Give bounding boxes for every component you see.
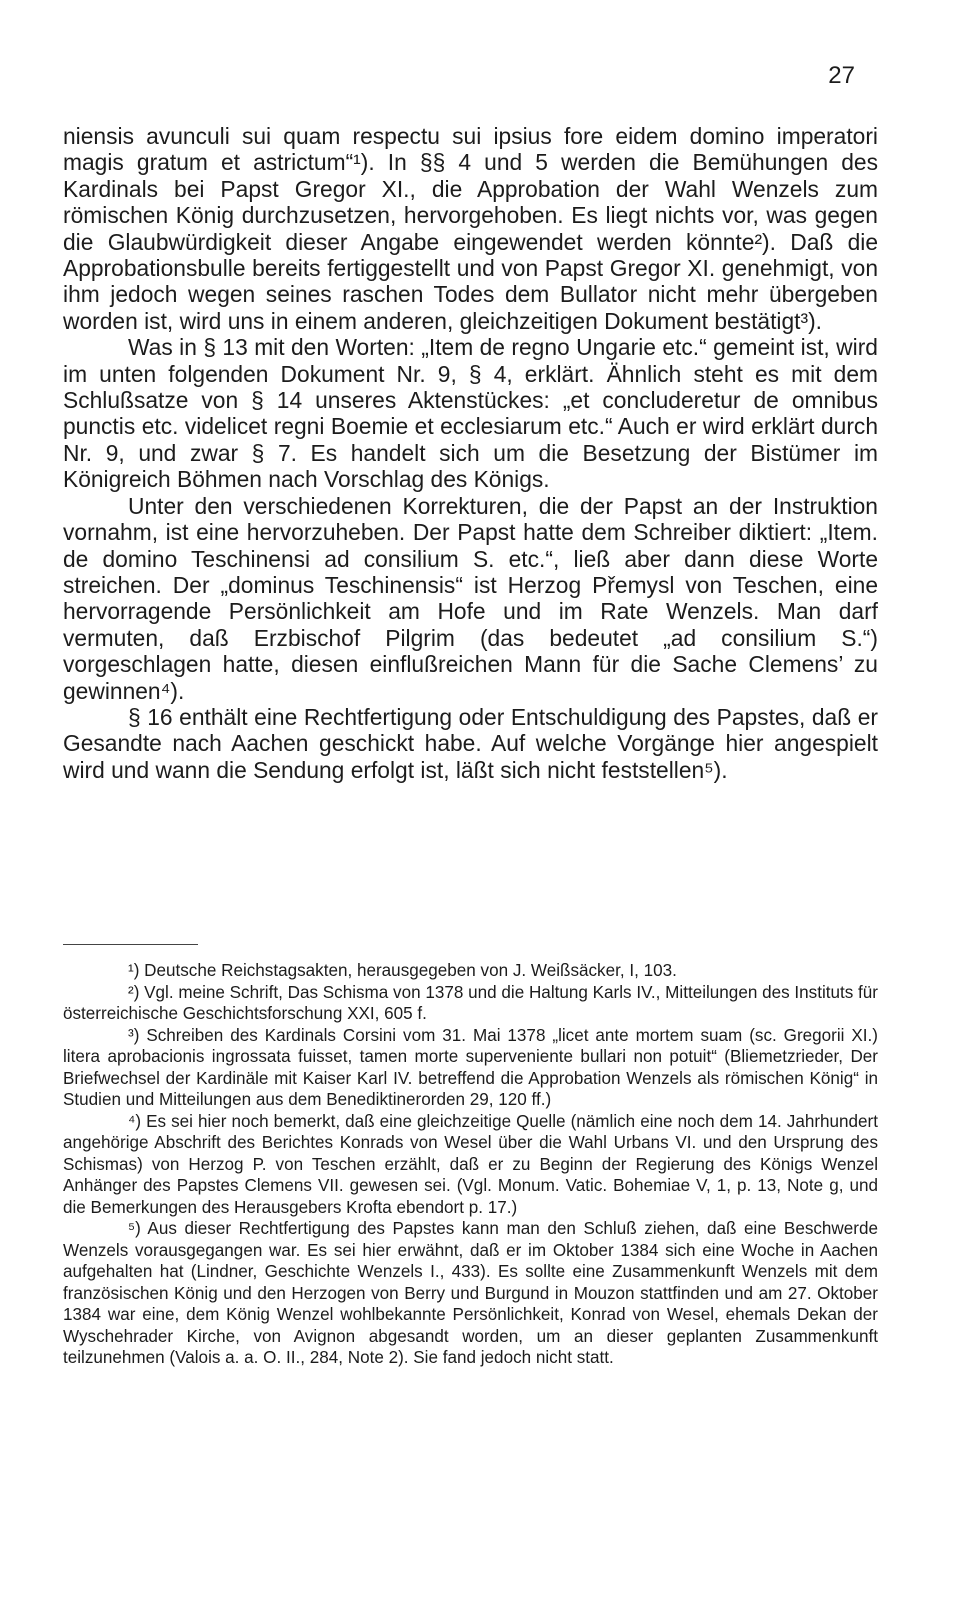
- footnote-1: ¹) Deutsche Reichstagsakten, herausgegeben von J. Weißsäcker, I, 103.: [128, 961, 677, 980]
- footnote-5: ⁵) Aus dieser Rechtfertigung des Papstes kann man den Schluß ziehen, daß eine Beschwerde Wenzels vorausgegangen war. Es sei hier erwähnt, daß er im Oktober 1384 sich eine Woche in Aachen aufgehalten hat (Lindner, Geschichte Wenzels I., 433). Es sollte eine Zusammenkunft Wenzels mit dem französischen König und den Herzogen von Berry und Burgund in Mouzon stattfinden und am 27. Oktober 1384 war eine, dem König Wenzel wohlbekannte Persönlichkeit, Konrad von Wesel, ehemals Dekan der Wyschehrader Kirche, von Avignon abgesandt worden, um an dieser geplanten Zusammenkunft teilzunehmen (Valois a. a. O. II., 284, Note 2). Sie fand jedoch nicht statt.: [63, 1219, 878, 1367]
- footnote-3: ³) Schreiben des Kardinals Corsini vom 31. Mai 1378 „licet ante mortem suam (sc. Gregorii XI.) litera aprobacionis ingrossata fuisset, tamen morte superveniente bullari non potuit“ (Bliemetzrieder, Der Briefwechsel der Kardinäle mit Kaiser Karl IV. betreffend die Approbation Wenzels als römischen König“ in Studien und Mitteilungen aus dem Benediktinerorden 29, 120 ff.): [63, 1025, 878, 1109]
- paragraph-4: § 16 enthält eine Rechtfertigung oder Entschuldigung des Papstes, daß er Gesandte nach Aachen geschickt habe. Auf welche Vorgänge hier angespielt wird und wann die Sendung erfolgt ist, läßt sich nicht feststellen⁵).: [63, 703, 878, 783]
- footnote-4: ⁴) Es sei hier noch bemerkt, daß eine gleichzeitige Quelle (nämlich eine noch dem 14. Jahrhundert angehörige Abschrift des Berichtes Konrads von Wesel über die Wahl Urbans VI. und den Ursprung des Schismas) von Herzog P. von Teschen erzählt, daß er zu Beginn der Regierung des Königs Wenzel Anhänger des Papstes Clemens VII. gewesen sei. (Vgl. Monum. Vatic. Bohemiae V, 1, p. 13, Note g, und die Bemerkungen des Herausgebers Krofta ebendort p. 17.): [63, 1111, 878, 1217]
- paragraph-3: Unter den verschiedenen Korrekturen, die der Papst an der Instruktion vornahm, ist eine hervorzuheben. Der Papst hatte dem Schreiber diktiert: „Item. de domino Teschinensi ad consilium S. etc.“, ließ aber dann diese Worte streichen. Der „dominus Teschinensis“ ist Herzog Přemysl von Teschen, eine hervorragende Persönlichkeit am Hofe und im Rate Wenzels. Man darf vermuten, daß Erzbischof Pilgrim (das bedeutet „ad consilium S.“) vorgeschlagen hatte, diesen einflußreichen Mann für die Sache Clemens’ zu gewinnen⁴).: [63, 492, 878, 704]
- footnote-2: ²) Vgl. meine Schrift, Das Schisma von 1378 und die Haltung Karls IV., Mitteilungen des Instituts für österreichische Geschichtsforschung XXI, 605 f.: [63, 982, 878, 1023]
- page-number: 27: [828, 62, 855, 89]
- footnotes: [63, 960, 878, 1369]
- paragraph-2: Was in § 13 mit den Worten: „Item de regno Ungarie etc.“ gemeint ist, wird im unten folgenden Dokument Nr. 9, § 4, erklärt. Ähnlich steht es mit dem Schlußsatze von § 14 unseres Aktenstückes: „et concluderetur de omnibus punctis etc. videlicet regni Boemie et ecclesiarum etc.“ Auch er wird erklärt durch Nr. 9, und zwar § 7. Es handelt sich um die Besetzung der Bistümer im Königreich Böhmen nach Vorschlag des Königs.: [63, 334, 878, 493]
- footnote-separator: [63, 944, 198, 945]
- main-text: [63, 123, 878, 783]
- paragraph-1: niensis avunculi sui quam respectu sui ipsius fore eidem domino imperatori magis gratum et astrictum“¹). In §§ 4 und 5 werden die Bemühungen des Kardinals bei Papst Gregor XI., die Approbation der Wahl Wenzels zum römischen König durchzusetzen, hervorgehoben. Es liegt nichts vor, was gegen die Glaubwürdigkeit dieser Angabe eingewendet werden könnte²). Daß die Approbationsbulle bereits fertiggestellt und von Papst Gregor XI. genehmigt, von ihm jedoch wegen seines raschen Todes dem Bullator nicht mehr übergeben worden ist, wird uns in einem anderen, gleichzeitigen Dokument bestätigt³).: [63, 123, 878, 334]
